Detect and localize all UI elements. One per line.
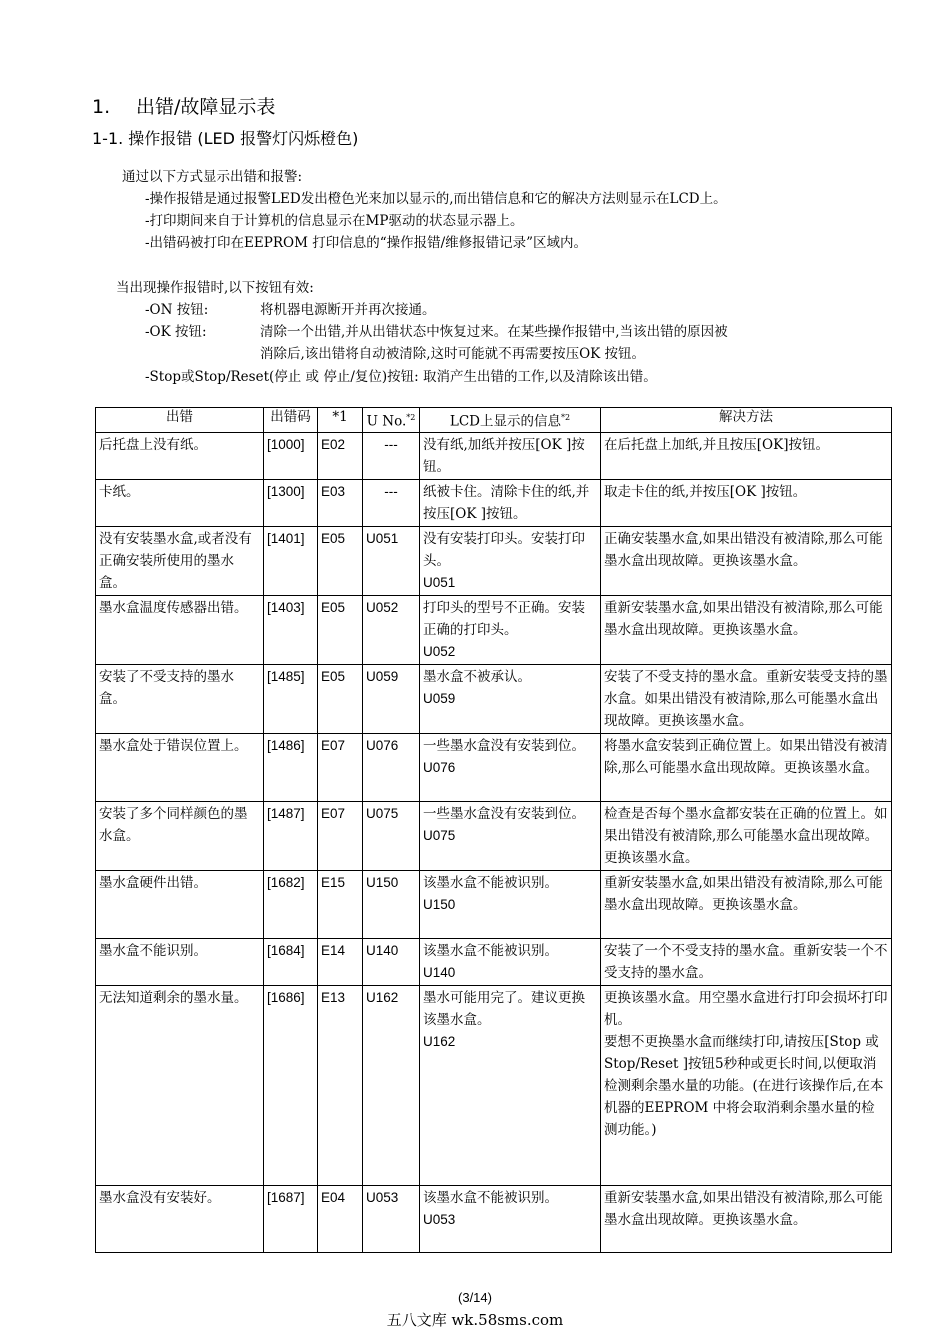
e-cell: E14 bbox=[318, 938, 363, 985]
table-row bbox=[96, 664, 892, 733]
subsection-heading: 1-1. 操作报错 (LED 报警灯闪烁橙色) bbox=[92, 129, 359, 148]
code-cell: [1686] bbox=[264, 985, 318, 1185]
header-lcd: LCD上显示的信息$^{*2}$ bbox=[420, 408, 601, 433]
solution-cell: 重新安装墨水盒,如果出错没有被清除,那么可能墨水盒出现故障。更换该墨水盒。 bbox=[601, 1185, 892, 1252]
table-row bbox=[96, 938, 892, 985]
table-row bbox=[96, 595, 892, 664]
code-cell: [1401] bbox=[264, 526, 318, 595]
e-cell: E05 bbox=[318, 526, 363, 595]
code-cell: [1684] bbox=[264, 938, 318, 985]
intro-item: -打印期间来自于计算机的信息显示在MP驱动的状态显示器上。 bbox=[145, 213, 524, 229]
ok-button-text-cont: 消除后,该出错将自动被清除,这时可能就不再需要按压OK 按钮。 bbox=[260, 346, 646, 362]
lcd-cell: 一些墨水盒没有安装到位。 U076 bbox=[420, 733, 601, 801]
code-cell: [1487] bbox=[264, 801, 318, 870]
on-button-text: 将机器电源断开并再次接通。 bbox=[260, 302, 436, 318]
lcd-cell: 该墨水盒不能被识别。 U053 bbox=[420, 1185, 601, 1252]
code-cell: [1486] bbox=[264, 733, 318, 801]
u-cell: U150 bbox=[363, 870, 420, 938]
error-cell: 没有安装墨水盒,或者没有正确安装所使用的墨水盒。 bbox=[96, 526, 264, 595]
error-cell: 安装了不受支持的墨水盒。 bbox=[96, 664, 264, 733]
error-cell: 安装了多个同样颜色的墨水盒。 bbox=[96, 801, 264, 870]
section-title: 出错/故障显示表 bbox=[136, 96, 276, 118]
table-row bbox=[96, 526, 892, 595]
intro-item: -操作报错是通过报警LED发出橙色光来加以显示的,而出错信息和它的解决方法则显示在LCD上。 bbox=[145, 191, 727, 207]
e-cell: E03 bbox=[318, 479, 363, 526]
error-cell: 墨水盒温度传感器出错。 bbox=[96, 595, 264, 664]
u-cell: U051 bbox=[363, 526, 420, 595]
solution-cell: 正确安装墨水盒,如果出错没有被清除,那么可能墨水盒出现故障。更换该墨水盒。 bbox=[601, 526, 892, 595]
intro-item: -出错码被打印在EEPROM 打印信息的“操作报错/维修报错记录”区域内。 bbox=[145, 235, 588, 251]
code-cell: [1485] bbox=[264, 664, 318, 733]
buttons-lead: 当出现操作报错时,以下按钮有效: bbox=[116, 280, 314, 296]
u-cell: U052 bbox=[363, 595, 420, 664]
solution-cell: 重新安装墨水盒,如果出错没有被清除,那么可能墨水盒出现故障。更换该墨水盒。 bbox=[601, 870, 892, 938]
solution-cell: 安装了不受支持的墨水盒。重新安装受支持的墨水盒。如果出错没有被清除,那么可能墨水盒出现故障。更换该墨水盒。 bbox=[601, 664, 892, 733]
table-row bbox=[96, 870, 892, 938]
e-cell: E05 bbox=[318, 664, 363, 733]
solution-cell: 检查是否每个墨水盒都安装在正确的位置上。如果出错没有被清除,那么可能墨水盒出现故障。更换该墨水盒。 bbox=[601, 801, 892, 870]
solution-cell: 在后托盘上加纸,并且按压[OK]按钮。 bbox=[601, 432, 892, 479]
error-cell: 无法知道剩余的墨水量。 bbox=[96, 985, 264, 1185]
e-cell: E04 bbox=[318, 1185, 363, 1252]
footer-watermark: 五八文库 wk.58sms.com bbox=[386, 1311, 564, 1329]
page-number: (3/14) bbox=[458, 1290, 492, 1305]
u-cell: U053 bbox=[363, 1185, 420, 1252]
lcd-cell: 纸被卡住。清除卡住的纸,并按压[OK ]按钮。 bbox=[420, 479, 601, 526]
lcd-cell: 墨水可能用完了。建议更换该墨水盒。 U162 bbox=[420, 985, 601, 1185]
error-cell: 墨水盒硬件出错。 bbox=[96, 870, 264, 938]
solution-cell: 更换该墨水盒。用空墨水盒进行打印会损坏打印机。 要想不更换墨水盒而继续打印,请按压[Stop 或 Stop/Reset ]按钮5秒种或更长时间,以便取消检测剩余墨水量的功能。(在进行该操作后,在本机器的EEPROM 中将会取消剩余墨水量的检测功能。) bbox=[601, 985, 892, 1185]
code-cell: [1403] bbox=[264, 595, 318, 664]
lcd-cell: 没有安装打印头。安装打印头。 U051 bbox=[420, 526, 601, 595]
on-button-label: -ON 按钮: bbox=[145, 302, 209, 318]
u-cell: U162 bbox=[363, 985, 420, 1185]
lcd-cell: 一些墨水盒没有安装到位。 U075 bbox=[420, 801, 601, 870]
u-cell: U059 bbox=[363, 664, 420, 733]
table-row bbox=[96, 1185, 892, 1252]
e-cell: E05 bbox=[318, 595, 363, 664]
code-cell: [1682] bbox=[264, 870, 318, 938]
ok-button-label: -OK 按钮: bbox=[145, 324, 207, 340]
table-row bbox=[96, 432, 892, 479]
error-cell: 墨水盒不能识别。 bbox=[96, 938, 264, 985]
lcd-cell: 该墨水盒不能被识别。 U150 bbox=[420, 870, 601, 938]
u-cell: --- bbox=[363, 479, 420, 526]
u-cell: U075 bbox=[363, 801, 420, 870]
on-button-line bbox=[145, 298, 436, 318]
lcd-cell: 没有纸,加纸并按压[OK ]按钮。 bbox=[420, 432, 601, 479]
header-solution: 解决方法 bbox=[601, 408, 892, 433]
code-cell: [1687] bbox=[264, 1185, 318, 1252]
table-header-row bbox=[96, 408, 892, 433]
code-cell: [1000] bbox=[264, 432, 318, 479]
u-cell: --- bbox=[363, 432, 420, 479]
u-cell: U076 bbox=[363, 733, 420, 801]
solution-cell: 将墨水盒安装到正确位置上。如果出错没有被清除,那么可能墨水盒出现故障。更换该墨水盒。 bbox=[601, 733, 892, 801]
lcd-cell: 墨水盒不被承认。 U059 bbox=[420, 664, 601, 733]
header-star: *1 bbox=[318, 408, 363, 433]
ok-button-line bbox=[145, 320, 728, 340]
section-heading bbox=[92, 92, 275, 119]
e-cell: E13 bbox=[318, 985, 363, 1185]
header-uno: U No.$^{*2}$ bbox=[363, 408, 420, 433]
ok-button-text: 清除一个出错,并从出错状态中恢复过来。在某些操作报错中,当该出错的原因被 bbox=[260, 324, 728, 340]
e-cell: E02 bbox=[318, 432, 363, 479]
code-cell: [1300] bbox=[264, 479, 318, 526]
solution-cell: 取走卡住的纸,并按压[OK ]按钮。 bbox=[601, 479, 892, 526]
solution-cell: 安装了一个不受支持的墨水盒。重新安装一个不受支持的墨水盒。 bbox=[601, 938, 892, 985]
section-number: 1. bbox=[92, 96, 111, 118]
error-cell: 卡纸。 bbox=[96, 479, 264, 526]
error-cell: 墨水盒没有安装好。 bbox=[96, 1185, 264, 1252]
table-row bbox=[96, 479, 892, 526]
lcd-cell: 打印头的型号不正确。安装正确的打印头。 U052 bbox=[420, 595, 601, 664]
intro-lead: 通过以下方式显示出错和报警: bbox=[122, 169, 303, 185]
error-cell: 墨水盒处于错误位置上。 bbox=[96, 733, 264, 801]
e-cell: E07 bbox=[318, 733, 363, 801]
header-error: 出错 bbox=[96, 408, 264, 433]
header-code: 出错码 bbox=[264, 408, 318, 433]
error-table bbox=[95, 407, 892, 1253]
e-cell: E15 bbox=[318, 870, 363, 938]
table-row bbox=[96, 985, 892, 1185]
e-cell: E07 bbox=[318, 801, 363, 870]
stop-button-line: -Stop或Stop/Reset(停止 或 停止/复位)按钮: 取消产生出错的工作,以及清除该出错。 bbox=[145, 369, 657, 385]
error-cell: 后托盘上没有纸。 bbox=[96, 432, 264, 479]
u-cell: U140 bbox=[363, 938, 420, 985]
solution-cell: 重新安装墨水盒,如果出错没有被清除,那么可能墨水盒出现故障。更换该墨水盒。 bbox=[601, 595, 892, 664]
table-row bbox=[96, 733, 892, 801]
lcd-cell: 该墨水盒不能被识别。 U140 bbox=[420, 938, 601, 985]
table-row bbox=[96, 801, 892, 870]
